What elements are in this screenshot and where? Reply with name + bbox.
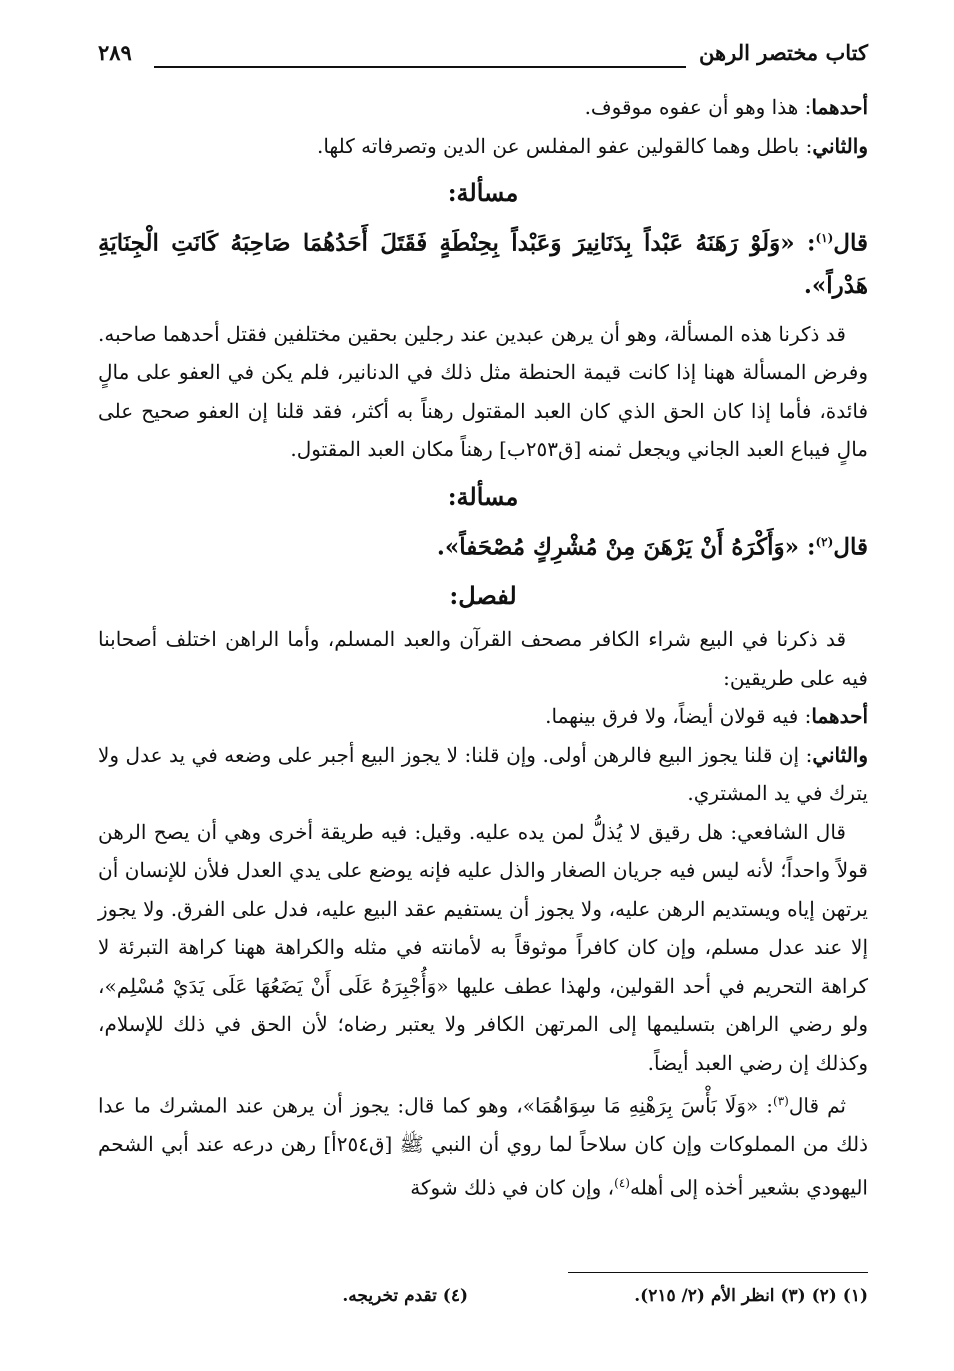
quote-1 bbox=[98, 217, 868, 307]
second-text: : باطل وهما كالقولين عفو المفلس عن الدين وتصرفاته كلها. bbox=[316, 133, 813, 158]
page-number: ٢٨٩ bbox=[98, 40, 132, 65]
p5-text: : فيه قولان أيضاً، ولا فرق بينهما. bbox=[545, 704, 812, 729]
paragraph-6 bbox=[98, 736, 868, 813]
paragraph-second-opinion bbox=[98, 127, 868, 166]
quote-2 bbox=[98, 521, 868, 569]
footnote-rule bbox=[568, 1272, 868, 1273]
footnote-ref-2: (٢) bbox=[815, 534, 834, 549]
second-label: والثاني bbox=[812, 133, 868, 158]
header-rule bbox=[154, 66, 686, 68]
section-heading-2: مسألة: bbox=[447, 481, 519, 511]
paragraph-3: قد ذكرنا هذه المسألة، وهو أن يرهن عبدين عند رجلين بحقين مختلفين فقتل أحدهما صاحبه. وفرض المسألة ههنا إذا كانت قيمة الحنطة مثل ذلك في الدنانير، فلم يكن في العفو على مالٍ فائدة، فأما إذا كان الحق الذي كان العبد المقتول رهناً به أكثر، فقد قلنا إن العفو صحيح على مالٍ فيباع العبد الجاني ويجعل ثمنه [ق٢٥٣ب] رهناً مكان العبد المقتول. bbox=[98, 321, 868, 462]
paragraph-first-opinion bbox=[98, 88, 868, 127]
footnote-ref-1: (١) bbox=[815, 231, 834, 245]
paragraph-7: قال الشافعي: هل رقيق لا يُذلُّ لمن يده عليه. وقيل: فيه طريقة أخرى وهي أن يصح الرهن قولاً واحداً؛ لأنه ليس فيه جريان الصغار والذل عليه فإنه يوضع على يدي العدل فلأن للإنسان أن يرتهن إياه ويستديم الرهن عليه، ولا يجوز أن يستفيم عقد البيع عليه، فدل على الفرق. ولا يجوز إلا عند عدل مسلم، وإن كان كافراً موثوقاً به لأمانته في مثله والكراهة ههنا كراهة التبرئة لا كراهة التحريم في أحد القولين، ولهذا عطف عليها «وَأُجْبِرَهُ عَلَى أَنْ يَضَعُهَا عَلَى يَدَيْ مُسْلِم»، ولو رضي الراهن بتسليمها إلى المرتهن الكافر ولا يعتبر رضاه؛ لأن الحق في ذلك للإسلام، وكذلك إن رضي العبد أيضاً. bbox=[98, 819, 868, 1075]
paragraph-4: قد ذكرنا في البيع شراء الكافر مصحف القرآن والعبد المسلم، وأما الراهن اختلف أصحابنا فيه على طريقين: bbox=[98, 627, 868, 690]
running-title: كتاب مختصر الرهن bbox=[699, 40, 868, 65]
footnote-ref-3: (٣) bbox=[773, 1094, 789, 1109]
p6-label: والثاني bbox=[812, 742, 868, 767]
paragraph-8 bbox=[98, 1082, 868, 1207]
p8-prefix: ثم قال bbox=[788, 1093, 846, 1118]
quote-1-text: : «وَلَوْ رَهَنَهُ عَبْداً بِدَنَانِيرَ وَعَبْداً بِحِنْطَةٍ فَقَتَلَ أَحَدُهُمَا صَاحِبَهُ كَانَتِ الْجِنَايَةِ هَدْراً». bbox=[98, 229, 868, 299]
first-text: : هذا وهو أن عفوه موقوف. bbox=[584, 95, 812, 119]
section-heading-3: لفصل: bbox=[449, 581, 517, 611]
p8-end: ، وإن كان في ذلك شوكة bbox=[410, 1175, 615, 1200]
page-header bbox=[98, 40, 868, 80]
quote-1-prefix: قال bbox=[833, 229, 868, 257]
quote-2-prefix: قال bbox=[833, 533, 868, 561]
footnote-2: (٤) تقدم تخريجه. bbox=[342, 1286, 468, 1306]
quote-2-text: : «وَأَكْرَهُ أَنْ يَرْهَنَ مِنْ مُشْرِكٍ مُصْحَفاً». bbox=[436, 533, 816, 561]
p5-label: أحدهما bbox=[811, 704, 868, 729]
page-body bbox=[98, 88, 868, 1207]
p8-mid: : «وَلَا بَأْسَ بِرَهْنِهِ مَا سِوَاهُمَا»، وهو كما قال: يجوز أن يرهن عند المشرك ما عدا ذلك من المملوكات وإن كان سلاحاً لما روي أن النبي ﷺ [ق٢٥٤أ] رهن درعه عند أبي الشحم اليهودي بشعير أخذه إلى أهله bbox=[98, 1093, 868, 1200]
footnote-ref-4: (٤) bbox=[614, 1175, 630, 1190]
section-heading-1: مسألة: bbox=[447, 178, 519, 207]
first-label: أحدهما bbox=[811, 95, 868, 119]
paragraph-5 bbox=[98, 697, 868, 736]
footnote-1: (١) (٢) (٣) انظر الأم (٢/ ٢١٥). bbox=[634, 1286, 868, 1306]
p6-text: : إن قلنا يجوز البيع فالرهن أولى. وإن قلنا: لا يجوز البيع أجبر على وضعه في يد عدل ولا يترك في يد المشتري. bbox=[98, 742, 868, 806]
